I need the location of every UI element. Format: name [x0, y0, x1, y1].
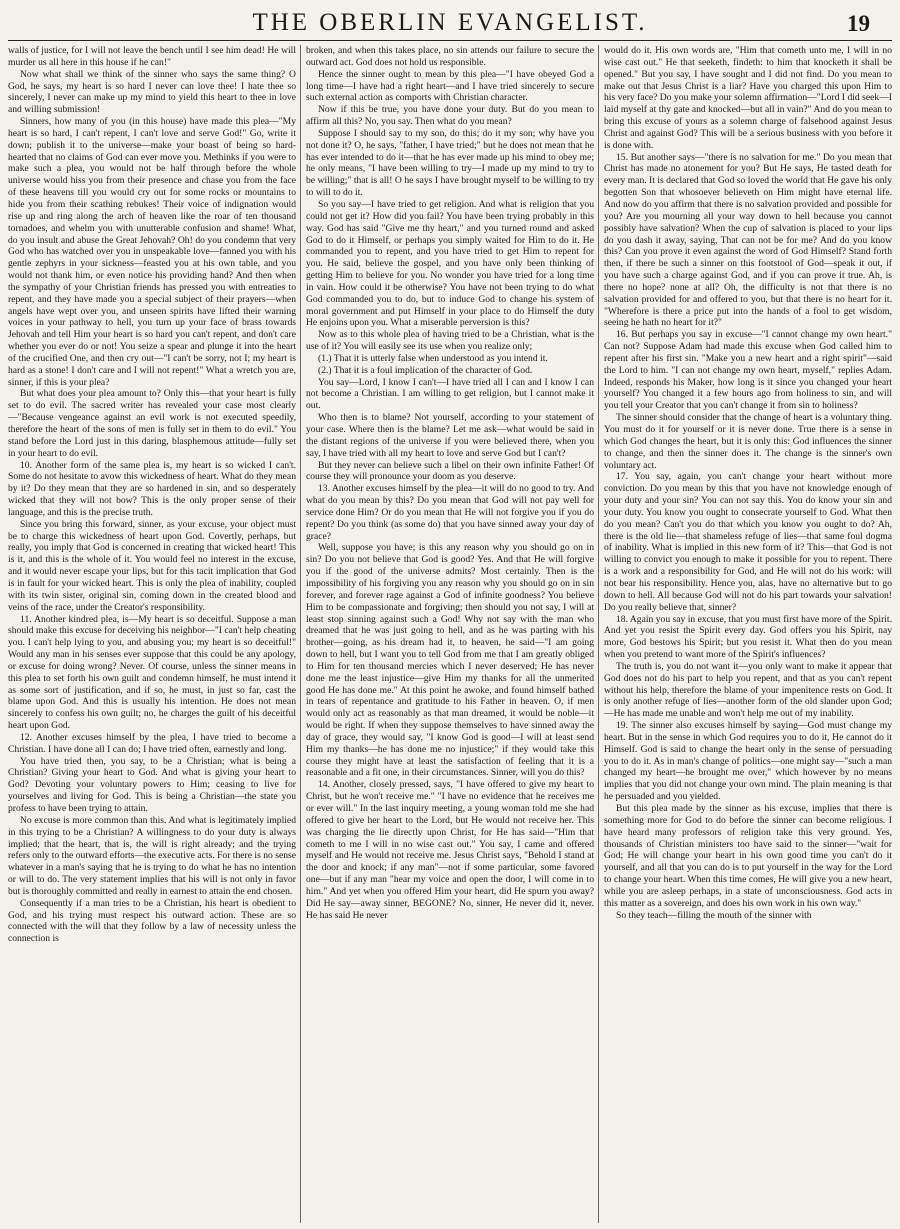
paragraph: 11. Another kindred plea, is—My heart is so deceitful. Suppose a man should make this excuse for deceiving his neighbor—"I can't help cheating you. I can't help lying to you, and abusing you; my heart is so deceitful!" Would any man in his senses ever suppose that this could be any apology, or excuse for doing wrong? Never. Of course, unless the sinner means in this plea to set forth his own guilt and condemn himself, he must intend it as some sort of justification, and if so, he must, in just so far, cast the blame upon God. And this is usually his intention. He does not mean sincerely to confess his own guilt; no, he charges the guilt of his deceitful heart upon God. — [8, 613, 296, 732]
paragraph: But they never can believe such a libel on their own infinite Father! Of course they will pronounce your doom as you deserve. — [306, 459, 594, 483]
paragraph: Sinners, how many of you (in this house) have made this plea—"My heart is so hard, I can't repent, I can't love and serve God!" Go, write it down; publish it to the universe—make your boast of being so hard-hearted that no claims of God can ever move you. Methinks if you were to make such a plea, you would not be half through before the whole universe would hiss you from their presence and chase you from the face of these heavens till you would cry out for some rocks or mountains to hide you from their scathing rebukes! Their voice of indignation would rise up and ring along the arch of heaven like the roar of ten thousand tornadoes, and whelm you with unutterable confusion and shame! What, do you insult and abuse the Great Jehovah? Oh! do you condemn that very God who has watched over you in unspeakable love—fanned you with his gentle zephyrs in your sickness—feasted you at his own table, and you would not thank him, or even notice his providing hand? And then when the sympathy of your Christian friends has pressed you with entreaties to repent, and they have made you a special subject of their prayers—when angels have wept over you, and unseen spirits have lifted their warning voices in your pathway to hell, you turn up your face of brass towards Jehovah and tell Him your heart is so hard you can't repent, and don't care whether you ever do or not! You seize a spear and plunge it into the heart of the crucified One, and then cry out—"I can't be sorry, not I; my heart is hard as a stone! I don't care and I will not repent!" What a wretch you are, sinner, if this is your plea? — [8, 116, 296, 388]
paragraph: Since you bring this forward, sinner, as your excuse, your object must be to charge this wickedness of heart upon God. Covertly, perhaps, but really, you imply that God is concerned in creating that wicked heart! This is it, and this is the whole of it. You would feel no interest in the excuse, and it would never escape your lips, but for this tacit implication that God is in fault for your wicked heart. This is only the plea of inability, coupled with its twin sister, original sin, coming down in the created blood and veins of the race, under the Creator's responsibility. — [8, 518, 296, 613]
paragraph: You have tried then, you say, to be a Christian; what is being a Christian? Giving your heart to God. And what is giving your heart to God? Devoting your voluntary powers to Him; ceasing to live for yourselves and living for God. This is being a Christian—the state you profess to have been trying to attain. — [8, 755, 296, 814]
paragraph: Now as to this whole plea of having tried to be a Christian, what is the use of it? You will easily see its use when you realize only; — [306, 329, 594, 353]
text-column-3 — [604, 45, 892, 1223]
paragraph: So you say—I have tried to get religion. And what is religion that you could not get it? How did you fail? You have been trying probably in this way. God has said "Give me thy heart," and you turned round and asked God to do it Himself, or perhaps you simply waited for Him to do it. He commanded you to repent, and you have tried to get Him to repent for you. He said, believe the gospel, and you have only been thinking of getting Him to believe for you. No wonder you have tried for a long time in vain. How could it be otherwise? You have not been trying to do what God commanded you to do, but to induce God to change his system of moral government and put Himself in your place to do Himself the duty He enjoins upon you. What a miserable perversion is this? — [306, 198, 594, 329]
paragraph: The truth is, you do not want it—you only want to make it appear that God does not do his part to help you repent, and that as you can't repent without his help, therefore the blame of your impenitence rests on God. It is only another refuge of lies—another form of the old slander upon God;—He has made me unable and won't help me out of my inability. — [604, 660, 892, 720]
paragraph: No excuse is more common than this. And what is legitimately implied in this trying to be a Christian? A willingness to do your duty is always implied; that the heart, that is, the will is right already; and the trying refers only to the outward efforts—the executive acts. For there is no sense whatever in a man's saying that he is trying to do what he has no intention or will to do. The very statement implies that his will is not only in favor but is thoroughly committed and really in earnest to attain the end chosen. — [8, 814, 296, 897]
paragraph: 19. The sinner also excuses himself by saying—God must change my heart. But in the sense in which God requires you to do it, He cannot do it Himself. God is said to change the heart only in the sense of persuading you to do it. As in man's change of politics—one might say—"such a man changed my heart—he brought me over," which however by no means implies that you did not change your own mind. The plain meaning is that he persuaded and you yielded. — [604, 720, 892, 803]
paragraph: 17. You say, again, you can't change your heart without more conviction. Do you mean by this that you have not knowledge enough of your duty and your sin? You can not say this. You do know your sin and your duty. You know you ought to consecrate yourself to God. What then do you mean? Can't you do that which you know you ought to do? Ah, there is the old lie—that shameless refuge of lies—that same foul dogma of inability. What is implied in this new form of it? This—that God is not willing to convict you enough to make it possible for you to repent. There is a work and a responsibility for God, and He will not do his work: will not bear his responsibility. Hence you, alas, have no alternative but to go down to hell. All because God will not do his part towards your salvation! Do you really believe that, sinner? — [604, 471, 892, 613]
header-rule — [8, 40, 892, 41]
paragraph: 18. Again you say in excuse, that you must first have more of the Spirit. And yet you resist the Spirit every day. God offers you his Spirit, nay more, God bestows his Spirit; but you resist it. What then do you mean when you pretend to want more of the Spirit's influences? — [604, 613, 892, 661]
paragraph: 13. Another excuses himself by the plea—it will do no good to try. And what do you mean by this? Do you mean that God will not pay well for service done Him? Or do you mean that He will not forgive you if you do repent? Do you think (as some do) that you have sinned away your day of grace? — [306, 483, 594, 542]
paragraph: Who then is to blame? Not yourself, according to your statement of your case. Where then is the blame? Let me ask—what would be said in the distant regions of the universe if you were believed there, when you say, I have tried with all my heart to love and serve God but I can't? — [306, 412, 594, 459]
page-header — [0, 0, 900, 40]
column-divider — [598, 45, 599, 1223]
paragraph: Consequently if a man tries to be a Christian, his heart is obedient to God, and his trying must respect his outward action. These are so connected with the will that they follow by a law of necessity unless the connection is — [8, 897, 296, 945]
paragraph: walls of justice, for I will not leave the bench until I see him dead! He will murder us all here in this house if he can!" — [8, 45, 296, 68]
text-column-1 — [8, 45, 296, 1223]
paragraph: Now what shall we think of the sinner who says the same thing? O God, he says, my heart is so hard I never can love thee! I hate thee so sincerely, I never can make up my mind to yield this heart to thee in love and willing submission! — [8, 68, 296, 116]
paragraph: (1.) That it is utterly false when understood as you intend it. — [318, 352, 548, 364]
paragraph: 10. Another form of the same plea is, my heart is so wicked I can't. Some do not hesitate to avow this wickedness of heart. What do they mean by it? Do they mean that they are so hardened in sin, and so desperately wicked that they will not bow? This is the only proper sense of their language, and this is the precise truth. — [8, 459, 296, 518]
paragraph: 16. But perhaps you say in excuse—"I cannot change my own heart." Can not? Suppose Adam had made this excuse when God called him to repent after his first sin. "Make you a new heart and a right spirit"—said the Lord to him. "I can not change my own heart, myself," replies Adam. Indeed, responds his Maker, how long is it since you changed your heart yourself? You changed it a few hours ago from holiness to sin, and will you tell your Creator that you can't change it from sin to holiness? — [604, 329, 892, 412]
paragraph: broken, and when this takes place, no sin attends our failure to secure the outward act. God does not hold us responsible. — [306, 45, 594, 68]
paragraph: would do it. His own words are, "Him that cometh unto me, I will in no wise cast out." He that seeketh, findeth: to him that knocketh it shall be opened." But you say, I have sought and I did not find. Do you mean to make out that Jesus Christ is a liar? Have you charged this upon Him to his very face? Do you make your solemn affirmation—"Lord I did seek—I laid myself at thy gate and knocked—but all in vain?" And do you mean to bring this excuse of yours as a solemn charge of falsehood against Jesus Christ and against God? This will be a serious business with you before it is done with. — [604, 45, 892, 151]
paragraph: So they teach—filling the mouth of the sinner with — [616, 909, 812, 921]
paragraph: But this plea made by the sinner as his excuse, implies that there is something more for God to do before the sinner can become religious. I have heard many professors of religion take this very ground. Yes, thousands of Christian ministers too have said to the sinner—"wait for God; He will change your heart in his own good time you can't do it yourself, and all that you can do is to put yourself in the way for the Lord to change your heart. When this time comes, He will give you a new heart, while you are asleep perhaps, in a state of unconsciousness. God acts in this matter as a sovereign, and does his own work in his own way." — [604, 803, 892, 909]
column-divider — [300, 45, 301, 1223]
page-number: 19 — [847, 11, 870, 36]
paragraph: The sinner should consider that the change of heart is a voluntary thing. You must do it for yourself or it is never done. True there is a sense in which God changes the heart, but it is only this: God influences the sinner to change, and then the sinner does it. The change is the sinner's own voluntary act. — [604, 412, 892, 471]
paragraph: Now if this be true, you have done your duty. But do you mean to affirm all this? No, you say. Then what do you mean? — [306, 104, 594, 128]
paragraph: Hence the sinner ought to mean by this plea—"I have obeyed God a long time—I have had a right heart—and I have tried sincerely to secure such external action as comports with Christian character. — [306, 68, 594, 104]
paragraph: 12. Another excuses himself by the plea, I have tried to become a Christian. I have done all I can do; I have tried often, earnestly and long. — [8, 731, 296, 755]
paragraph: 14. Another, closely pressed, says, "I have offered to give my heart to Christ, but he won't receive me." "I have no evidence that he receives me or ever will." In the last inquiry meeting, a young woman told me she had offered to give her heart to the Lord, but He would not receive her. This was charging the lie directly upon Christ, for He has said—"Him that cometh to me I will in no wise cast out." You say, I came and offered myself and He would not receive me. Jesus Christ says, "Behold I stand at the door and knock; if any man"—not if some particular, some favored one—but if any man "hear my voice and open the door, I will come in to him." And yet when you offered Him your heart, did He spurn you away? Did He say—away sinner, BEGONE? No, sinner, He never did it, never. He has said He never — [306, 779, 594, 921]
paragraph: You say—Lord, I know I can't—I have tried all I can and I know I can not become a Christian. I am willing to get religion, but I cannot make it out. — [306, 376, 594, 412]
paragraph: 15. But another says—"there is no salvation for me." Do you mean that Christ has made no atonement for you? But He says, He tasted death for every man. It is declared that God so loved the world that He gave his only begotten Son that whosoever believeth on Him might have eternal life. And now do you affirm that there is no salvation provided and possible for you? Are you mourning all your way down to hell because you cannot possibly have salvation? When the cup of salvation is placed to your lips do you dash it away, saying, That can not be for me? And do you know this? Can you prove it even against the word of God Himself? Stand forth then, if there be such a sinner on this footstool of God—speak it out, if you have such a charge against God, and if you can prove it true. Ah, is there no hope? none at all? Oh, the difficulty is not that there is no salvation provided for and offered to you, but that there is no heart for it. "Wherefore is there a price put into the hands of a fool to get wisdom, seeing he hath no heart for it?" — [604, 151, 892, 329]
masthead-title: THE OBERLIN EVANGELIST. — [252, 9, 648, 36]
paragraph: But what does your plea amount to? Only this—that your heart is fully set to do evil. The sacred writer has revealed your case most clearly—"Because vengeance against an evil work is not executed speedily, therefore the heart of the sons of men is fully set in them to do evil." You stand before the Lord just in this daring, blasphemous attitude—fully set in your heart to do evil. — [8, 388, 296, 459]
paragraph: Suppose I should say to my son, do this; do it my son; why have you not done it? O, he says, "father, I have tried;" but he does not mean that he has ever intended to do it—that he has ever made up his mind to obey me; he only means, "I have been willing to try—I made up my mind to try to be willing;" that is all! O he says I have brought myself to be willing to try to will to do it. — [306, 127, 594, 199]
paragraph: Well, suppose you have; is this any reason why you should go on in sin? Do you not believe that God is good? Yes. And that He will forgive you if the good of the universe admits? Most certainly. Then is the impossibility of his forgiving you any reason why you should go on in sin forever, and forever rage against a God of infinite goodness? You believe Him to be compassionate and forgiving; then should you not say, I will at least stop sinning against such a God! Why not say with the man who dreamed that he was just going to hell, and as he was parting with his brother—going, as his dream had it, to heaven, he said—"I am going down to hell, but I want you to tell God from me that I am greatly obliged to Him for ten thousand mercies which I never deserved; He has never done me the least injustice—give Him my thanks for all the unmerited good He has done me." At this point he awoke, and found himself bathed in tears of repentance and gratitude to his Father in heaven. O, if men would only act as reasonably as that man dreamed, it would be noble—it would be right. If when they suppose themselves to have sinned away the day of grace, they would say, "I know God is good—I will at least send Him my thanks—he has done me no injustice;" if they would take this course they might have at least the satisfaction of feeling that it is a reasonable and a fit one, in their circumstances. Sinner, will you do this? — [306, 542, 594, 779]
text-column-2 — [306, 45, 594, 1223]
paragraph: (2.) That it is a foul implication of the character of God. — [318, 364, 533, 376]
